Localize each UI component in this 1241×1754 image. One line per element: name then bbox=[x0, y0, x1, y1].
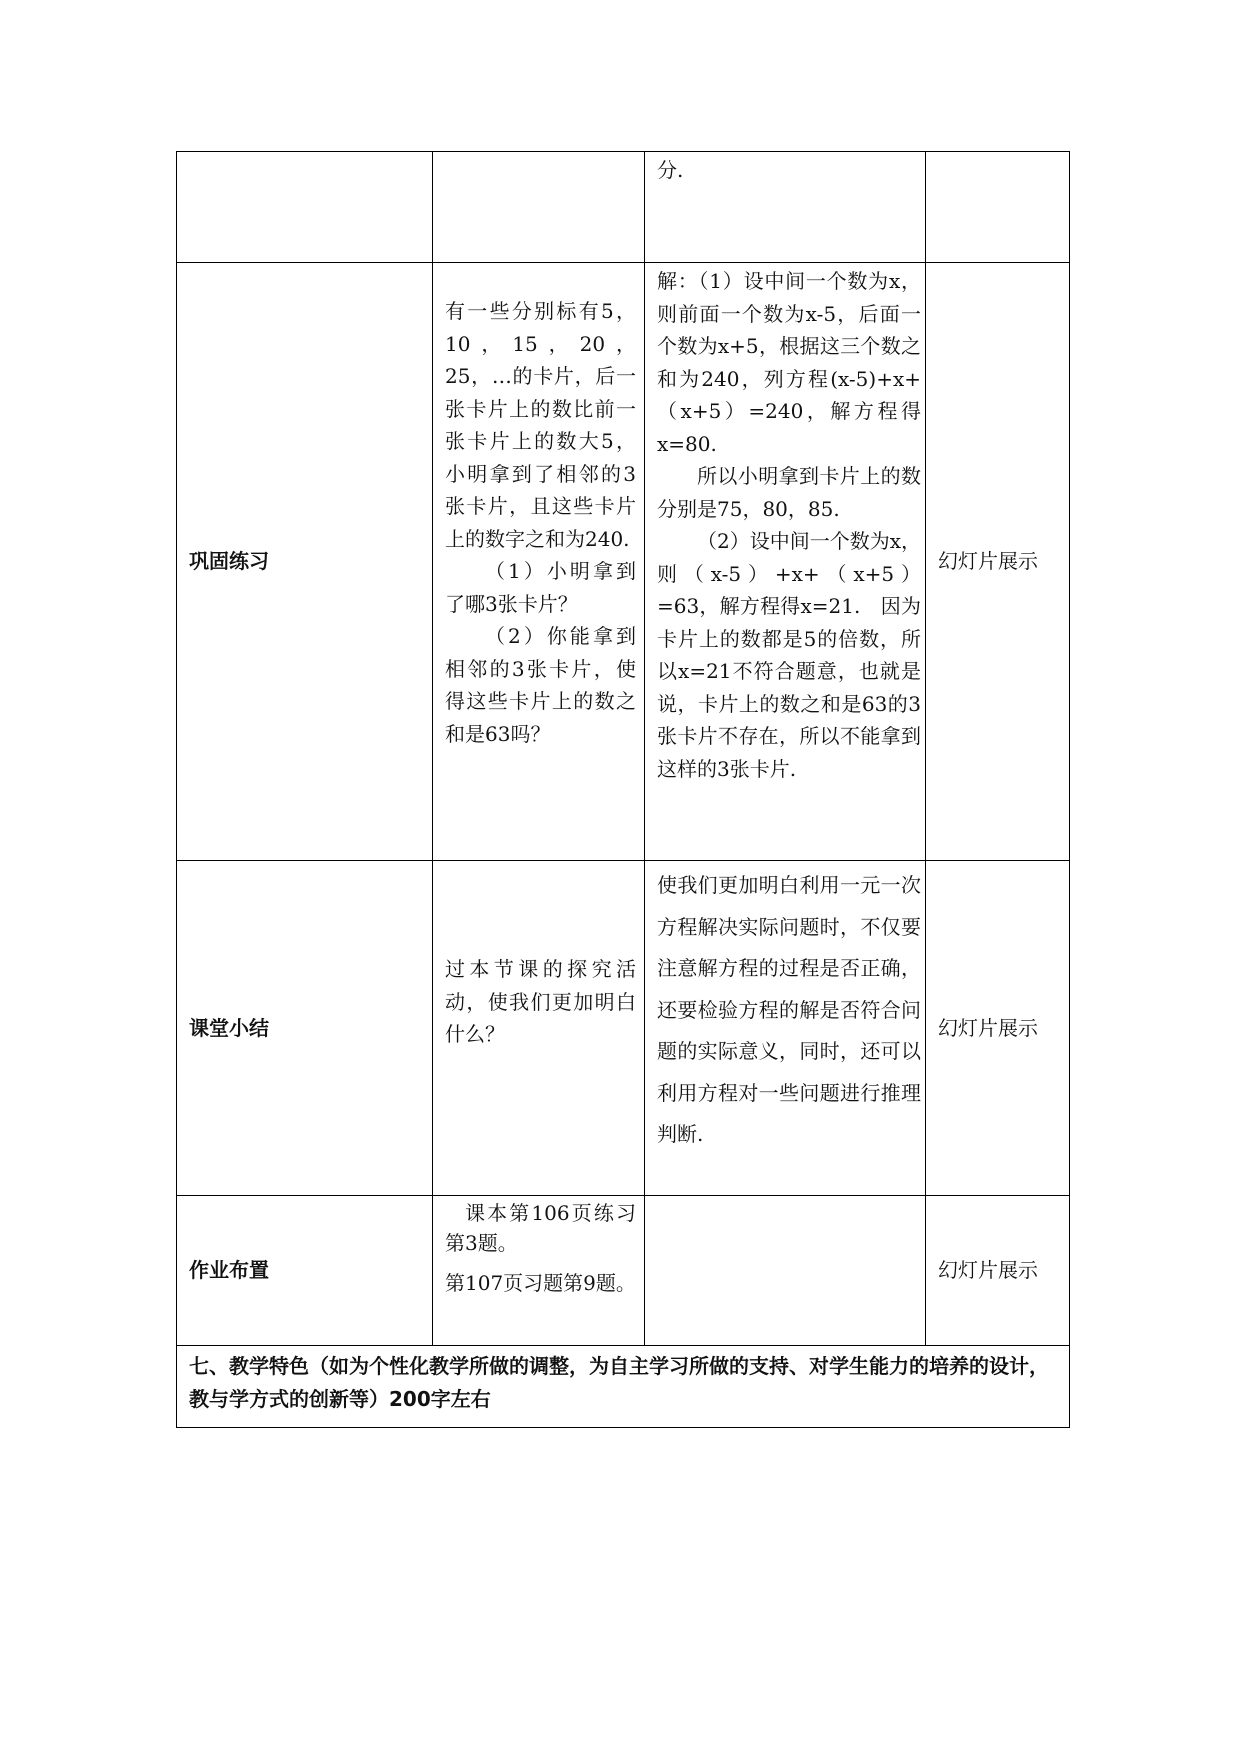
lesson-plan-table bbox=[176, 151, 1070, 1428]
media-cell: 幻灯片展示 bbox=[926, 263, 1070, 861]
question-paragraph: （1）小明拿到了哪3张卡片？ bbox=[445, 559, 636, 616]
stage-title-cell: 课堂小结 bbox=[177, 861, 433, 1196]
table-row bbox=[177, 861, 1070, 1196]
question-paragraph: 过本节课的探究活动，使我们更加明白什么？ bbox=[445, 957, 636, 1047]
teacher-activity-cell bbox=[433, 861, 645, 1196]
media-cell: 幻灯片展示 bbox=[926, 861, 1070, 1196]
stage-title-cell: 巩固练习 bbox=[177, 263, 433, 861]
question-paragraph: 第107页习题第9题。 bbox=[445, 1271, 636, 1295]
answer-paragraph: 使我们更加明白利用一元一次方程解决实际问题时，不仅要注意解方程的过程是否正确，还要检验方程的解是否符合问题的实际意义，同时，还可以利用方程对一些问题进行推理判断. bbox=[657, 873, 921, 1146]
table-row bbox=[177, 263, 1070, 861]
student-activity-cell bbox=[645, 263, 926, 861]
answer-paragraph: 所以小明拿到卡片上的数分别是75，80，85. bbox=[657, 464, 921, 521]
answer-paragraph: 分. bbox=[657, 158, 684, 182]
teacher-activity-cell bbox=[433, 152, 645, 263]
student-activity-cell bbox=[645, 1196, 926, 1346]
teacher-activity-cell bbox=[433, 1196, 645, 1346]
table-row bbox=[177, 1196, 1070, 1346]
teaching-features-heading: 七、教学特色（如为个性化教学所做的调整，为自主学习所做的支持、对学生能力的培养的设计，教与学方式的创新等）200字左右 bbox=[177, 1346, 1070, 1428]
question-paragraph: 课本第106页练习第3题。 bbox=[445, 1201, 636, 1255]
student-activity-cell bbox=[645, 861, 926, 1196]
answer-paragraph: （2）设中间一个数为x，则（x-5）+x+（x+5）=63，解方程得x=21. 因为卡片上的数都是5的倍数，所以x=21不符合题意，也就是说，卡片上的数之和是63的3张卡片不存在，所以不能拿到这样的3张卡片. bbox=[657, 529, 922, 781]
table-row bbox=[177, 152, 1070, 263]
media-cell bbox=[926, 152, 1070, 263]
stage-title-cell bbox=[177, 152, 433, 263]
answer-paragraph: 解：（1）设中间一个数为x，则前面一个数为x-5，后面一个数为x+5，根据这三个数之和为240，列方程(x-5)+x+（x+5）=240，解方程得x=80. bbox=[657, 269, 921, 456]
teacher-activity-cell bbox=[433, 263, 645, 861]
question-paragraph: （2）你能拿到相邻的3张卡片，使得这些卡片上的数之和是63吗？ bbox=[445, 624, 636, 746]
stage-title-cell: 作业布置 bbox=[177, 1196, 433, 1346]
table-row bbox=[177, 1346, 1070, 1428]
question-paragraph: 有一些分别标有5，10，15，20，25，…的卡片，后一张卡片上的数比前一张卡片上的数大5，小明拿到了相邻的3张卡片，且这些卡片上的数字之和为240. bbox=[445, 299, 636, 551]
media-cell: 幻灯片展示 bbox=[926, 1196, 1070, 1346]
student-activity-cell bbox=[645, 152, 926, 263]
